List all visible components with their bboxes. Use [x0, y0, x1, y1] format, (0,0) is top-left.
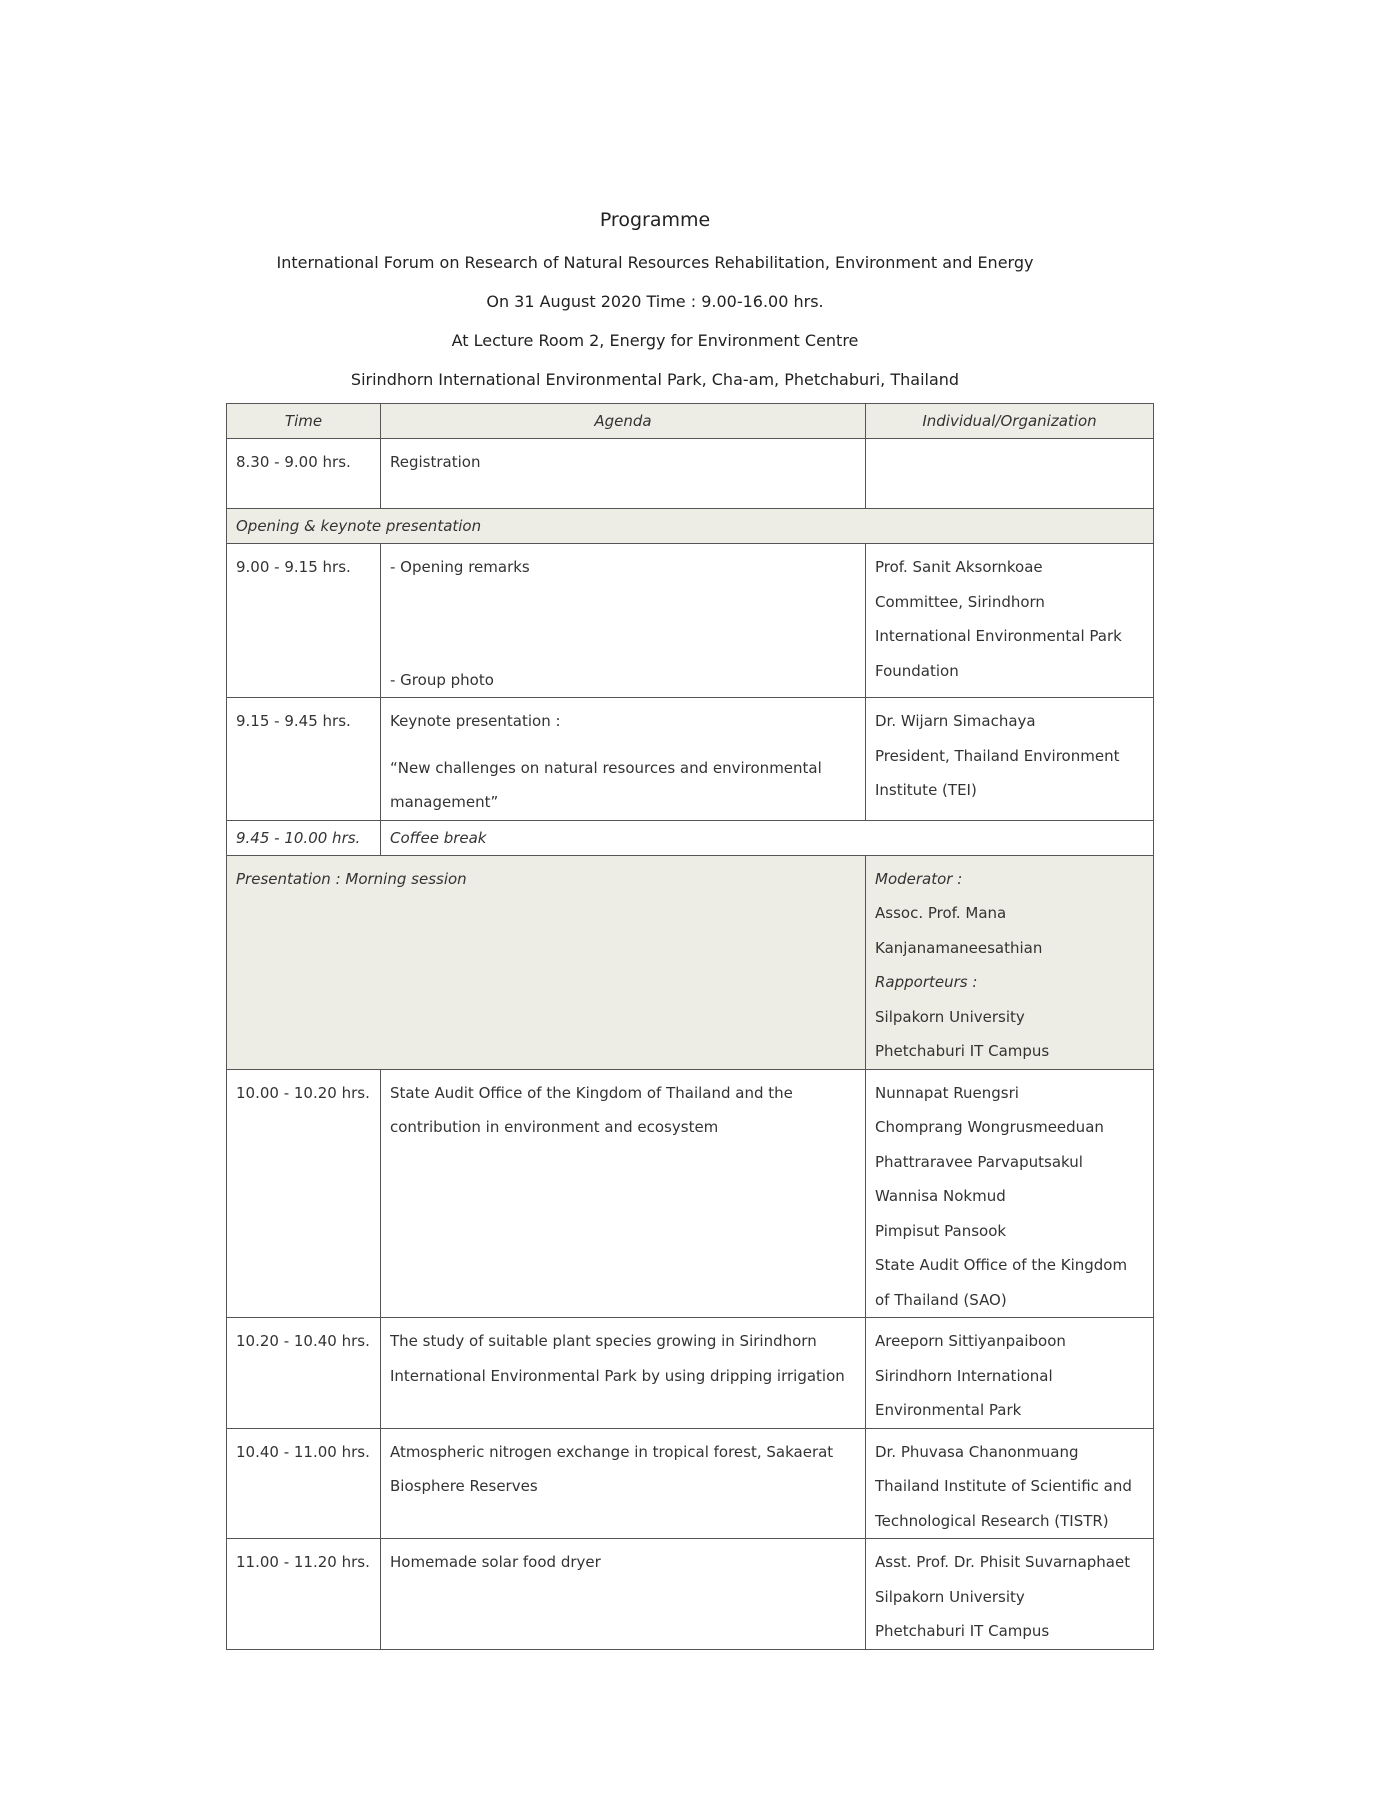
agenda-line: Homemade solar food dryer [390, 1553, 601, 1571]
table-row [227, 698, 1154, 821]
header-time: Time [227, 404, 381, 439]
agenda-cell [381, 1539, 866, 1650]
table-row [227, 1069, 1154, 1318]
time-cell: 10.40 - 11.00 hrs. [227, 1428, 381, 1539]
agenda-cell [381, 698, 866, 821]
person-line: Phetchaburi IT Campus [875, 1042, 1050, 1060]
person-line: Prof. Sanit Aksornkoae [875, 558, 1043, 576]
person-line: Foundation [875, 661, 959, 680]
time-cell: 10.00 - 10.20 hrs. [227, 1069, 381, 1318]
person-line: Thailand Institute of Scientific and [875, 1477, 1132, 1495]
table-row [227, 1428, 1154, 1539]
section-row [227, 855, 1154, 1069]
agenda-line: International Environmental Park by using dripping irrigation [390, 1366, 845, 1385]
person-line: Technological Research (TISTR) [875, 1511, 1109, 1530]
person-line: Institute (TEI) [875, 781, 977, 799]
programme-table [226, 403, 1154, 1650]
person-line: of Thailand (SAO) [875, 1290, 1007, 1309]
person-cell [866, 1428, 1154, 1539]
person-cell [866, 1539, 1154, 1650]
agenda-line: Atmospheric nitrogen exchange in tropical forest, Sakaerat [390, 1442, 834, 1461]
table-header-row [227, 404, 1154, 439]
agenda-line: Keynote presentation : [390, 712, 561, 730]
rapporteurs-label: Rapporteurs : [875, 973, 978, 991]
person-line: Pimpisut Pansook [875, 1221, 1007, 1240]
person-cell [866, 1318, 1154, 1429]
person-line: Chomprang Wongrusmeeduan [875, 1118, 1104, 1136]
moderator-label: Moderator : [875, 869, 963, 888]
person-line: Phetchaburi IT Campus [875, 1622, 1050, 1640]
person-line: Environmental Park [875, 1401, 1022, 1419]
person-line: State Audit Office of the Kingdom [875, 1256, 1128, 1274]
person-cell [866, 698, 1154, 821]
agenda-cell [381, 1318, 866, 1429]
header-agenda: Agenda [381, 404, 866, 439]
agenda-cell [381, 544, 866, 698]
agenda-line: State Audit Office of the Kingdom of Thailand and the [390, 1083, 793, 1102]
section-opening-label: Opening & keynote presentation [227, 509, 1154, 544]
person-line: Sirindhorn International [875, 1366, 1053, 1385]
spacer [390, 585, 856, 663]
event-datetime: On 31 August 2020 Time : 9.00-16.00 hrs. [486, 292, 824, 311]
person-line: Committee, Sirindhorn [875, 592, 1045, 611]
agenda-line: - Opening remarks [390, 558, 530, 576]
time-cell: 8.30 - 9.00 hrs. [227, 439, 381, 509]
agenda-cell: Coffee break [381, 820, 1154, 855]
table-row [227, 439, 1154, 509]
document-title: Programme [599, 209, 711, 231]
agenda-cell: Registration [381, 439, 866, 509]
table-row [227, 544, 1154, 698]
person-cell [866, 439, 1154, 509]
person-cell [866, 1069, 1154, 1318]
person-line: President, Thailand Environment [875, 746, 1120, 765]
agenda-line: “New challenges on natural resources and environmental [390, 758, 822, 777]
person-line: Asst. Prof. Dr. Phisit Suvarnaphaet [875, 1553, 1131, 1571]
person-line: Phattraravee Parvaputsakul [875, 1152, 1083, 1171]
person-line: Kanjanamaneesathian [875, 938, 1043, 957]
section-morning-label: Presentation : Morning session [227, 855, 866, 1069]
time-cell: 9.00 - 9.15 hrs. [227, 544, 381, 698]
time-cell: 9.15 - 9.45 hrs. [227, 698, 381, 821]
moderator-cell [866, 855, 1154, 1069]
agenda-cell [381, 1069, 866, 1318]
section-row [227, 509, 1154, 544]
person-line: Assoc. Prof. Mana [875, 904, 1007, 922]
time-cell: 9.45 - 10.00 hrs. [227, 820, 381, 855]
agenda-line: - Group photo [390, 670, 494, 689]
person-line: Silpakorn University [875, 1587, 1025, 1606]
time-cell: 11.00 - 11.20 hrs. [227, 1539, 381, 1650]
agenda-line: The study of suitable plant species growing in Sirindhorn [390, 1332, 817, 1350]
person-line: Areeporn Sittiyanpaiboon [875, 1332, 1066, 1350]
time-cell: 10.20 - 10.40 hrs. [227, 1318, 381, 1429]
person-cell [866, 544, 1154, 698]
header-individual: Individual/Organization [866, 404, 1154, 439]
table-row [227, 820, 1154, 855]
table-row [227, 1539, 1154, 1650]
event-name: International Forum on Research of Natural Resources Rehabilitation, Environment and Energy [276, 253, 1034, 272]
agenda-cell [381, 1428, 866, 1539]
agenda-line: management” [390, 793, 499, 811]
agenda-line: Biosphere Reserves [390, 1477, 538, 1495]
event-venue: At Lecture Room 2, Energy for Environment Centre [451, 331, 859, 350]
person-line: Silpakorn University [875, 1007, 1025, 1026]
person-line: Dr. Wijarn Simachaya [875, 712, 1036, 730]
person-line: Nunnapat Ruengsri [875, 1083, 1019, 1102]
agenda-line: contribution in environment and ecosystem [390, 1118, 719, 1136]
table-row [227, 1318, 1154, 1429]
person-line: International Environmental Park [875, 627, 1122, 645]
event-location: Sirindhorn International Environmental Park, Cha-am, Phetchaburi, Thailand [350, 370, 960, 389]
person-line: Wannisa Nokmud [875, 1187, 1006, 1205]
person-line: Dr. Phuvasa Chanonmuang [875, 1442, 1079, 1461]
